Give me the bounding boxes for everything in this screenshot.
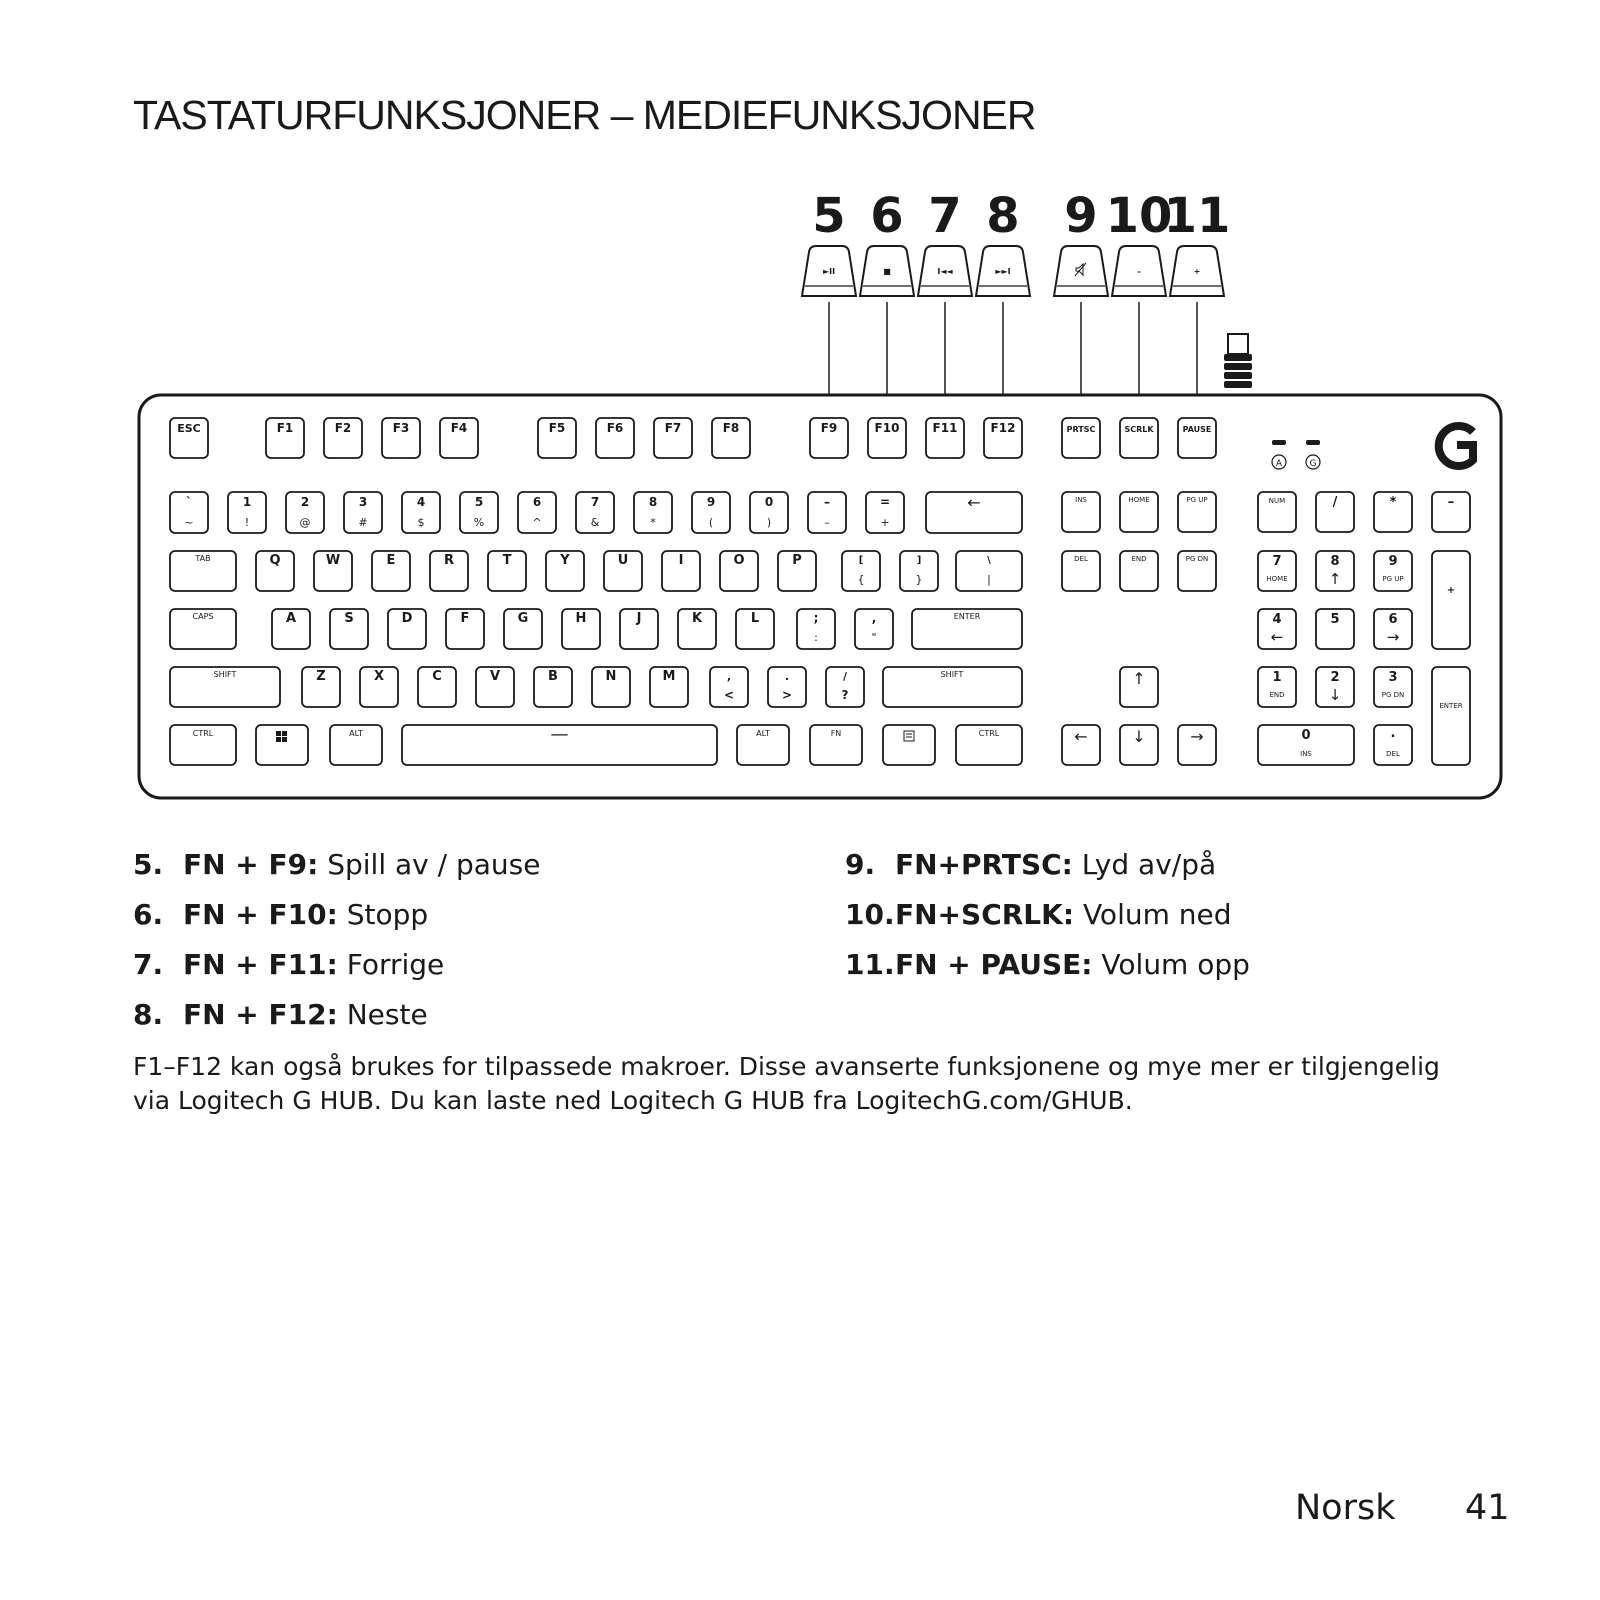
- key-pause: [1178, 418, 1216, 458]
- key-windows: [256, 725, 308, 765]
- key-arrow-left: [1062, 725, 1100, 765]
- key-alt-right: [737, 725, 789, 765]
- key-alt-left: [330, 725, 382, 765]
- callout-number: 6: [870, 188, 904, 244]
- key-scrlk: [1120, 418, 1158, 458]
- key-label: Z: [316, 669, 326, 684]
- callout-number: 11: [1163, 188, 1231, 244]
- key-label: –: [824, 516, 830, 529]
- key-t: [488, 551, 526, 591]
- key-label: 9: [706, 495, 716, 509]
- key-numpad-sym: [1432, 492, 1470, 532]
- key-p: [778, 551, 816, 591]
- key-label: 6: [532, 495, 542, 509]
- function-desc: Spill av / pause: [327, 848, 541, 881]
- key-numpad-8: [1316, 551, 1354, 591]
- key-arrow-down: [1120, 725, 1158, 765]
- key-x: [360, 667, 398, 707]
- key-label: →: [1386, 628, 1400, 646]
- key-numpad-4: [1258, 609, 1296, 649]
- key-label: 0: [1301, 728, 1311, 743]
- key-label: ↑: [1132, 669, 1146, 688]
- key-label: G: [517, 611, 529, 626]
- key-label: Y: [560, 553, 570, 568]
- key-label: 4: [416, 495, 426, 509]
- callout-number: 7: [928, 188, 962, 244]
- key-sym: [956, 551, 1022, 591]
- key-label: ": [871, 631, 877, 644]
- key-label: D: [401, 611, 413, 626]
- key-arrow-right: [1178, 725, 1216, 765]
- list-number: 6.: [133, 898, 164, 931]
- key-label: →: [1190, 727, 1204, 746]
- key-s: [330, 609, 368, 649]
- key-7: [576, 492, 614, 533]
- key-label: SHIFT: [213, 670, 237, 679]
- key-i: [662, 551, 700, 591]
- key-label: F3: [392, 421, 410, 435]
- key-label: V: [489, 669, 501, 684]
- key-backspace: [926, 492, 1022, 533]
- key-label: 8: [1330, 554, 1340, 569]
- key-f5: [538, 418, 576, 458]
- key-numpad-6: [1374, 609, 1412, 649]
- key-f9: [810, 418, 848, 458]
- key-9: [692, 492, 730, 533]
- key-label: *: [1389, 495, 1397, 510]
- key-label: K: [691, 611, 703, 626]
- key-label: PG UP: [1382, 575, 1404, 583]
- key-label: ↓: [1328, 686, 1342, 704]
- key-label: INS: [1300, 750, 1312, 758]
- key-5: [460, 492, 498, 533]
- keycap-symbol: +: [1193, 267, 1201, 276]
- key-label: 4: [1272, 612, 1282, 627]
- key-label: =: [879, 495, 891, 509]
- key-label: END: [1269, 691, 1285, 699]
- key-label: :: [814, 631, 818, 644]
- function-desc: Volum opp: [1101, 948, 1250, 981]
- key-a: [272, 609, 310, 649]
- key-g: [504, 609, 542, 649]
- key-label: F6: [606, 421, 624, 435]
- page-title: TASTATURFUNKSJONER – MEDIEFUNKSJONER: [133, 92, 1036, 138]
- key-label: —: [550, 724, 569, 745]
- key-label: CTRL: [978, 729, 1000, 738]
- key-numpad-9: [1374, 551, 1412, 591]
- key-label: T: [502, 553, 512, 568]
- note-paragraph: F1–F12 kan også brukes for tilpassede makroer. Disse avanserte funksjonene og mye mer er tilgjengelig via Logitech G HUB. Du kan laste ned Logitech G HUB fra LogitechG.com/GHUB.: [133, 1052, 1440, 1115]
- list-number: 9.: [845, 848, 876, 881]
- key-label: F12: [990, 421, 1016, 435]
- play-pause-icon: [802, 246, 856, 296]
- key-label: I: [678, 553, 684, 568]
- key-label: –: [1447, 495, 1455, 510]
- key-ctrl-left: [170, 725, 236, 765]
- key-combo: FN + PAUSE:: [895, 948, 1093, 981]
- keycap-symbol: ►II: [822, 267, 836, 276]
- key-label: F10: [874, 421, 900, 435]
- key-0: [750, 492, 788, 533]
- key-label: W: [325, 553, 341, 568]
- key-label: @: [299, 516, 311, 529]
- key-label: 5: [474, 495, 484, 509]
- key-2: [286, 492, 324, 533]
- key-label: |: [987, 573, 991, 586]
- key-3: [344, 492, 382, 533]
- key-label: #: [358, 516, 368, 529]
- key-sym: [842, 551, 880, 591]
- key-f6: [596, 418, 634, 458]
- key-z: [302, 667, 340, 707]
- key-label: >: [781, 688, 793, 702]
- key-label: L: [750, 611, 760, 626]
- key-sym: [826, 667, 864, 707]
- key-label: ,: [726, 670, 732, 683]
- key-label: Q: [269, 553, 281, 568]
- key-label: 0: [764, 495, 774, 509]
- function-desc: Forrige: [346, 948, 445, 981]
- key-f3: [382, 418, 420, 458]
- footer-language: Norsk: [1295, 1488, 1396, 1528]
- key-ctrl-right: [956, 725, 1022, 765]
- key-f12: [984, 418, 1022, 458]
- key-label: .: [784, 670, 790, 683]
- key-sym: [768, 667, 806, 707]
- key-label: N: [605, 669, 617, 684]
- key-label: 1: [1272, 670, 1282, 685]
- key-4: [402, 492, 440, 533]
- key-y: [546, 551, 584, 591]
- usb-cable-icon: [1224, 334, 1252, 388]
- key-arrow-up: [1120, 667, 1158, 707]
- list-number: 7.: [133, 948, 164, 981]
- key-label: ←: [967, 493, 981, 512]
- stop-icon: [860, 246, 914, 296]
- key-label: PRTSC: [1066, 425, 1096, 434]
- key-f8: [712, 418, 750, 458]
- key-label: ALT: [349, 729, 363, 738]
- key-sym: [797, 609, 835, 649]
- key-label: TAB: [195, 554, 211, 563]
- key-u: [604, 551, 642, 591]
- key-label: +: [1446, 585, 1456, 596]
- key-caps: [170, 609, 236, 649]
- key-label: {: [857, 573, 865, 586]
- key-numpad-plus: [1432, 551, 1470, 649]
- key-numpad-enter: [1432, 667, 1470, 765]
- key-label: DEL: [1074, 555, 1088, 563]
- key-combo: FN+SCRLK:: [895, 898, 1075, 931]
- keycap-symbol: I◄◄: [937, 267, 953, 276]
- key-label: \: [987, 555, 991, 566]
- function-desc: Lyd av/på: [1081, 848, 1217, 881]
- key-label: C: [432, 669, 442, 684]
- key-numpad-1: [1258, 667, 1296, 707]
- key-sym: [808, 492, 846, 533]
- key-label: [: [858, 555, 864, 566]
- key-label: M: [662, 669, 676, 684]
- key-del: [1062, 551, 1100, 591]
- key-label: ↑: [1328, 570, 1342, 588]
- key-w: [314, 551, 352, 591]
- key-space: [402, 724, 717, 765]
- key-label: A: [285, 611, 297, 626]
- callout-number: 5: [812, 188, 846, 244]
- key-label: .: [1390, 726, 1396, 741]
- key-label: CAPS: [192, 612, 214, 621]
- key-label: DEL: [1386, 750, 1400, 758]
- key-e: [372, 551, 410, 591]
- key-v: [476, 667, 514, 707]
- key-j: [620, 609, 658, 649]
- list-number: 5.: [133, 848, 164, 881]
- key-label: HOME: [1266, 575, 1288, 583]
- key-label: ^: [532, 516, 542, 529]
- key-label: FN: [830, 729, 842, 738]
- volume-down-icon: [1112, 246, 1166, 296]
- key-numpad-5: [1316, 609, 1354, 649]
- callout-number: 10: [1105, 188, 1173, 244]
- key-label: F4: [450, 421, 468, 435]
- key-label: /: [842, 670, 848, 683]
- key-tab: [170, 551, 236, 591]
- key-label: ;: [813, 611, 819, 625]
- key-label: 7: [1272, 554, 1282, 569]
- key-label: %: [473, 516, 485, 529]
- key-label: SHIFT: [940, 670, 964, 679]
- key-numpad-sym: [1316, 492, 1354, 532]
- callout-number: 8: [986, 188, 1020, 244]
- key-label: F7: [664, 421, 682, 435]
- next-track-icon: [976, 246, 1030, 296]
- key-numpad-7: [1258, 551, 1296, 591]
- key-label: 8: [648, 495, 658, 509]
- key-label: B: [548, 669, 558, 684]
- key-f2: [324, 418, 362, 458]
- key-label: $: [417, 516, 425, 529]
- key-k: [678, 609, 716, 649]
- page-number: 41: [1465, 1488, 1510, 1528]
- key-label: F11: [932, 421, 958, 435]
- key-label: ↓: [1132, 727, 1146, 746]
- key-end: [1120, 551, 1158, 591]
- key-label: P: [792, 553, 802, 568]
- key-m: [650, 667, 688, 707]
- callout-number: 9: [1064, 188, 1098, 244]
- key-1: [228, 492, 266, 533]
- key-label: F8: [722, 421, 740, 435]
- key-label: *: [650, 516, 656, 529]
- key-sym: [866, 492, 904, 533]
- key-label: +: [880, 516, 890, 529]
- key-label: R: [443, 553, 455, 568]
- key-8: [634, 492, 672, 533]
- key-label: SCRLK: [1124, 425, 1154, 434]
- key-label: 2: [1330, 670, 1340, 685]
- key-label: 5: [1330, 612, 1340, 627]
- keycap-symbol: –: [1137, 267, 1141, 276]
- key-combo: FN + F12:: [183, 998, 338, 1031]
- list-number: 10.: [845, 898, 895, 931]
- key-combo: FN + F9:: [183, 848, 319, 881]
- mute-icon: [1054, 246, 1108, 296]
- key-label: &: [590, 516, 600, 529]
- key-ins: [1062, 492, 1100, 532]
- key-b: [534, 667, 572, 707]
- key-label: END: [1131, 555, 1147, 563]
- key-numpad-0: [1258, 725, 1354, 765]
- key-q: [256, 551, 294, 591]
- key-label: !: [244, 516, 250, 529]
- key-numpad-3: [1374, 667, 1412, 707]
- function-desc: Neste: [346, 998, 428, 1031]
- key-label: A: [1275, 459, 1283, 469]
- key-numpad-dot: [1374, 725, 1412, 765]
- key-numpad-sym: [1374, 492, 1412, 532]
- key-label: E: [386, 553, 396, 568]
- key-label: /: [1332, 495, 1338, 510]
- key-sym: [900, 551, 938, 591]
- key-label: X: [373, 669, 385, 684]
- key-label: F2: [334, 421, 352, 435]
- key-label: H: [575, 611, 587, 626]
- key-f11: [926, 418, 964, 458]
- key-label: F: [460, 611, 470, 626]
- key-label: ←: [1270, 628, 1284, 646]
- key-label: 3: [1388, 670, 1398, 685]
- key-l: [736, 609, 774, 649]
- key-label: ALT: [756, 729, 770, 738]
- list-number: 11.: [845, 948, 895, 981]
- key-esc: [170, 418, 208, 458]
- key-label: PG DN: [1185, 555, 1209, 563]
- key-combo: FN + F10:: [183, 898, 338, 931]
- key-label: 9: [1388, 554, 1398, 569]
- key-f10: [868, 418, 906, 458]
- key-sym: [855, 609, 893, 649]
- key-f1: [266, 418, 304, 458]
- key-label: 3: [358, 495, 368, 509]
- previous-track-icon: [918, 246, 972, 296]
- key-f4: [440, 418, 478, 458]
- key-r: [430, 551, 468, 591]
- key-enter: [912, 609, 1022, 649]
- key-home: [1120, 492, 1158, 532]
- key-label: HOME: [1128, 496, 1150, 504]
- key-label: INS: [1075, 496, 1087, 504]
- key-numpad-num: [1258, 492, 1296, 532]
- key-label: PG UP: [1186, 496, 1208, 504]
- key-combo: FN + F11:: [183, 948, 338, 981]
- key-label: CTRL: [192, 729, 214, 738]
- key-n: [592, 667, 630, 707]
- key-shift-left: [170, 667, 280, 707]
- key-label: 2: [300, 495, 310, 509]
- key-label: ]: [916, 555, 922, 566]
- key-sym: [170, 492, 208, 533]
- keycap-symbol: ►►I: [995, 267, 1011, 276]
- key-label: }: [915, 573, 923, 586]
- key-f7: [654, 418, 692, 458]
- key-label: 7: [590, 495, 600, 509]
- key-h: [562, 609, 600, 649]
- key-label: ?: [841, 688, 849, 702]
- list-number: 8.: [133, 998, 164, 1031]
- key-label: PG DN: [1381, 691, 1405, 699]
- key-fn: [810, 725, 862, 765]
- key-label: ENTER: [953, 612, 981, 621]
- keycap-symbol: ■: [883, 267, 891, 276]
- key-numpad-2: [1316, 667, 1354, 707]
- key-label: F9: [820, 421, 838, 435]
- key-o: [720, 551, 758, 591]
- key-label: (: [708, 516, 714, 529]
- key-label: ENTER: [1439, 702, 1463, 710]
- key-pg-up: [1178, 492, 1216, 532]
- key-f: [446, 609, 484, 649]
- key-label: ~: [184, 516, 194, 529]
- key-label: S: [344, 611, 354, 626]
- function-desc: Volum ned: [1082, 898, 1232, 931]
- key-label: O: [733, 553, 745, 568]
- key-label: NUM: [1268, 497, 1286, 505]
- key-sym: [710, 667, 748, 707]
- key-label: F5: [548, 421, 566, 435]
- key-label: U: [617, 553, 629, 568]
- key-label: J: [636, 611, 642, 626]
- key-label: 1: [242, 495, 252, 509]
- key-menu: [883, 725, 935, 765]
- key-label: ): [766, 516, 772, 529]
- function-desc: Stopp: [346, 898, 429, 931]
- key-shift-right: [883, 667, 1022, 707]
- key-label: F1: [276, 421, 294, 435]
- key-label: ESC: [177, 422, 201, 435]
- key-combo: FN+PRTSC:: [895, 848, 1073, 881]
- key-label: G: [1309, 459, 1317, 469]
- key-label: <: [723, 688, 735, 702]
- key-label: `: [186, 495, 192, 509]
- key-label: ,: [871, 611, 877, 625]
- key-prtsc: [1062, 418, 1100, 458]
- key-d: [388, 609, 426, 649]
- key-c: [418, 667, 456, 707]
- key-pg-dn: [1178, 551, 1216, 591]
- key-label: ←: [1074, 727, 1088, 746]
- volume-up-icon: [1170, 246, 1224, 296]
- key-label: –: [824, 495, 830, 509]
- key-label: PAUSE: [1182, 425, 1212, 434]
- key-6: [518, 492, 556, 533]
- key-label: 6: [1388, 612, 1398, 627]
